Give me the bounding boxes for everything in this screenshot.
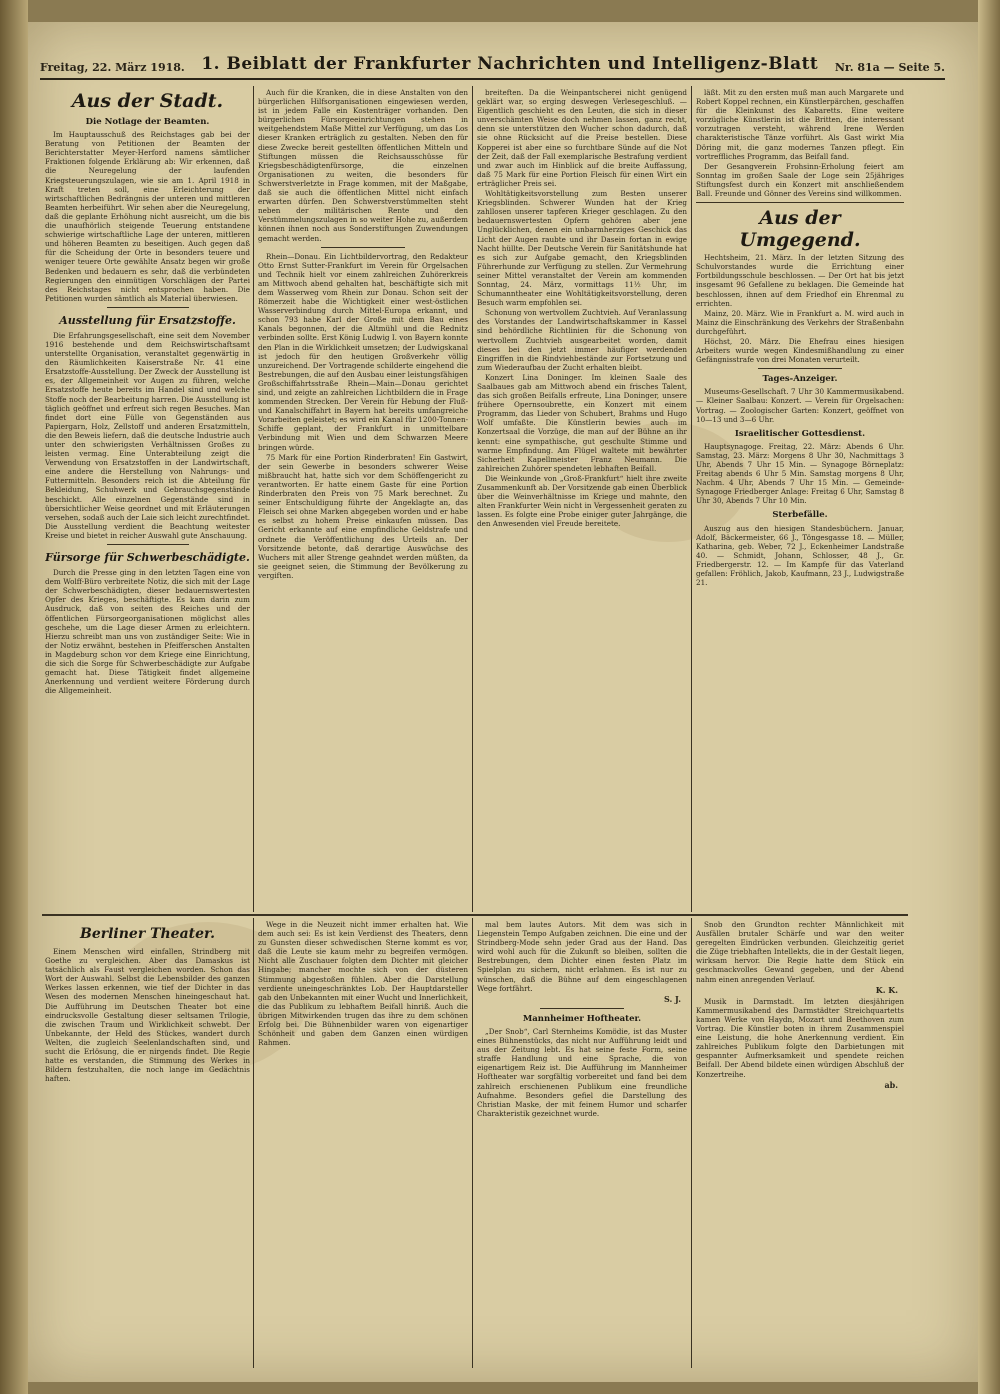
- bottom-column-3: [477, 920, 687, 1365]
- article-text: Schonung von wertvollem Zuchtvieh. Auf Veranlassung des Vorstandes der Landwirtschaftskammer in Kassel sind behördliche Richtlinien für die Schonung von wertvollem Zuchtvieh ausgearbeitet worden, damit dieses bei den jetzt immer häufiger werdenden Eingriffen in die Rindviehbestände zur Fortsetzung und zum Wiederaufbau der Zucht erhalten bleibt.: [477, 308, 687, 372]
- bottom-column-4: [696, 920, 904, 1365]
- article-text: Hechtsheim, 21. März. In der letzten Sitzung des Schulvorstandes wurde die Errichtung einer Fortbildungsschule beschlossen. — Der Ort hat bis jetzt insgesamt 96 Gefallene zu beklagen. Die Gemeinde hat beschlossen, ihnen auf dem Friedhof ein Ehrenmal zu errichten.: [696, 253, 904, 308]
- article-text: Höchst, 20. März. Die Ehefrau eines hiesigen Arbeiters wurde wegen Kindesmißhandlung zu einer Gefängnisstrafe von drei Monaten verurteilt.: [696, 336, 904, 365]
- article-text: Musik in Darmstadt. Im letzten diesjährigen Kammermusikabend des Darmstädter Streichquartetts kamen Werke von Haydn, Mozart und Beethoven zum Vortrag. Die Künstler boten in ihrem Zusammenspiel eine Leistung, die hohe Anerkennung verdient. Ein zahlreiches Publikum folgte den Darbietungen mit gespannter Aufmerksamkeit und spendete reichen Beifall. Der Abend bildete einen würdigen Abschluß der Konzertreihe.: [696, 996, 904, 1079]
- listing-text: Auszug aus den hiesigen Standesbüchern. Januar, Adolf, Bäckermeister, 66 J., Töngesgasse 18. — Müller, Katharina, geb. Weber, 72 J., Eckenheimer Landstraße 40. — Schmidt, Johann, Schlosser, 48 J., Gr. Friedbergerstr. 12. — Im Kampfe für das Vaterland gefallen: Fröhlich, Jakob, Kaufmann, 23 J., Ludwigstraße 21.: [696, 523, 904, 588]
- section-heading-theater: Berliner Theater.: [79, 926, 215, 942]
- issue-date: Freitag, 22. März 1918.: [40, 61, 185, 74]
- article-text: breiteften. Da die Weinpantscherei nicht genügend geklärt war, so erging deswegen Verlesegeschluß. — Eigentlich geschieht es den Leuten, die sich in dieser unverschämten Weise doch nehmen lassen, ganz recht, denn sie unterstützen den Wucher schon dadurch, daß sie ohne Rücksicht auf die Preise bestellen. Diese Kopperei ist aber eine so furchtbare Sünde auf die Not der Zeit, daß der Fall exemplarische Bestrafung verdient und zwar auch im Hinblick auf die breite Auffassung, daß 75 Mark für eine Portion Fleisch für einen Wirt ein erträglicher Preis sei.: [477, 88, 687, 188]
- article-text: Wohltätigkeitsvorstellung zum Besten unserer Kriegsblinden. Schwerer Wunden hat der Krieg zahllosen unserer tapferen Krieger geschlagen. Zu den bedauernswertesten Opfern gehören aber jene Unglücklichen, denen ein unbarmherziges Geschick das Licht der Augen raubte und ihr Dasein fortan in ewige Nacht hüllte. Der Deutsche Verein für Sanitätshunde hat es sich zur Aufgabe gemacht, den Kriegsblinden Führerhunde zur Verfügung zu stellen. Zur Vermehrung seiner Mittel veranstaltet der Verein am kommenden Sonntag, 24. März, vormittags 11½ Uhr, im Schumanntheater eine Wohltätigkeitsvorstellung, deren Besuch warm empfohlen sei.: [477, 189, 687, 308]
- column-divider: [472, 86, 473, 912]
- binding-gutter: [0, 0, 28, 1394]
- article-text: mal bem lautes Autors. Mit dem was sich in Liegenstein Tempo Aufgaben zeichnen. Die eine und der Strindberg-Mode sehn jeder Grad aus der Hand. Das wird wohl auch für die Zukunft so bleiben, sollten die Bestrebungen, dem Dichter einen festen Platz im Spielplan zu sichern, nicht erlahmen. Es ist nur zu wünschen, daß die Bühne auf dem eingeschlagenen Wege fortfährt.: [477, 920, 687, 993]
- article-text: Im Hauptausschuß des Reichstages gab bei der Beratung von Petitionen der Beamten der Berichterstatter Meyer-Herford namens sämtlicher Fraktionen folgende Erklärung ab: Wir erkennen, daß die Neuregelung der laufenden Kriegsteuerungszulagen, wie sie am 1. April 1918 in Kraft treten soll, eine Erleichterung der wirtschaftlichen Bedrängnis der unteren und mittleren Beamten herbeiführt. Wir sehen aber die Neuregelung, daß die geplante Erhöhung nicht ausreicht, um die bis die unaufhörlich steigende Teuerung entstandene schwierige wirtschaftliche Lage der unteren, mittleren und höheren Beamten zu beseitigen. Auch gegen daß für die Scheidung der Orte in besonders teuere und weniger teuere Orte gewählte Ansatz begen wir große Bedenken und bedauern es sehr, daß die verbündeten Regierungen den einmütigen Vorschlägen der Partei des Reichstages nicht entsprochen haben. Die Petitionen wurden sämtlich als Material überwiesen.: [45, 130, 250, 303]
- article-text: Die Weinkunde von „Groß-Frankfurt“ hielt ihre zweite Zusammenkunft ab. Der Vorsitzende gab einen Überblick über die Weinverhältnisse im Kriege und mahnte, den alten Frankfurter Wein nicht in Vergessenheit geraten zu lassen. Es folgte eine Probe einiger guter Jahrgänge, die den Anwesenden viel Freude bereitete.: [477, 473, 687, 529]
- article-heading: Mannheimer Hoftheater.: [522, 1013, 642, 1024]
- article-text: Der Gesangverein Frohsinn-Erholung feiert am Sonntag im großen Saale der Loge sein 25jähriges Stiftungsfest durch ein Konzert mit anschließendem Ball. Freunde und Gönner des Vereins sind willkommen.: [696, 161, 904, 199]
- section-divider: [42, 914, 908, 916]
- author-signature: S. J.: [663, 993, 681, 1004]
- page-number: Nr. 81a — Seite 5.: [834, 61, 945, 74]
- article-heading: Die Notlage der Beamten.: [85, 117, 210, 127]
- column-3: [477, 88, 687, 910]
- divider: [758, 368, 841, 369]
- section-heading-city: Aus der Stadt.: [71, 90, 224, 112]
- column-1: [45, 88, 250, 910]
- column-divider: [472, 918, 473, 1368]
- article-text: Snob den Grundton rechter Männlichkeit mit Ausfällen brutaler Schärfe und war den weiter geregelten Eindrücken verbunden. Gleichzeitig geriet die Züge triebhaften Intellekts, die in der Gestalt liegen, wirksam hervor. Die Regie hatte dem Stück ein geschmackvolles Gewand gegeben, und der Abend nahm einen anregenden Verlauf.: [696, 920, 904, 984]
- listing-heading: Tages-Anzeiger.: [762, 374, 838, 385]
- column-divider: [253, 86, 254, 912]
- article-text: „Der Snob“, Carl Sternheims Komödie, ist das Muster eines Bühnenstücks, das nicht nur Aufführung leidt und aus der Zeitung lebt. Es hat seine feste Form, seine straffe Handlung und eine Sprache, die von eigenartigem Reiz ist. Die Aufführung im Mannheimer Hoftheater war sorgfältig vorbereitet und fand bei dem zahlreich erschienenen Publikum eine freundliche Aufnahme. Besonders gefiel die Darstellung des Christian Maske, der mit feinem Humor und scharfer Charakteristik gezeichnet wurde.: [477, 1026, 687, 1118]
- author-signature: K. K.: [875, 984, 898, 995]
- listing-text: Museums-Gesellschaft. 7 Uhr 30 Kammermusikabend. — Kleiner Saalbau: Konzert. — Verein für Orgelsachen: Vortrag. — Zoologischer Garten: Konzert, geöffnet von 10—13 und 3—6 Uhr.: [696, 387, 904, 424]
- article-text: Mainz, 20. März. Wie in Frankfurt a. M. wird auch in Mainz die Einschränkung des Verkehrs der Straßenbahn durchgeführt.: [696, 308, 904, 336]
- article-text: Konzert Lina Doninger. Im kleinen Saale des Saalbaues gab am Mittwoch abend ein frisches Talent, das sich großen Beifalls erfreute, Lina Doninger, unsere frühere Opernsoubrette, ein Konzert mit einem Programm, das Lieder von Schubert, Brahms und Hugo Wolf umfaßte. Die Künstlerin bewies auch im Konzertsaal die Vorzüge, die man auf der Bühne an ihr kennt: eine sympathische, gut geschulte Stimme und warme Empfindung. Am Flügel waltete mit bewährter Sicherheit Kapellmeister Franz Neumann. Die zahlreichen Zuhörer spendeten lebhaften Beifall.: [477, 372, 687, 473]
- column-divider: [691, 918, 692, 1368]
- column-4: [696, 88, 904, 910]
- article-text: Durch die Presse ging in den letzten Tagen eine von dem Wolff-Büro verbreitete Notiz, die sich mit der Lage der Schwerbeschädigten, dieser bedauernswertesten Opfer des Krieges, beschäftigte. Es kam darin zum Ausdruck, daß von seiten des Reiches und der öffentlichen Fürsorgeorganisationen möglichst alles geschehe, um die Lage dieser Armen zu erleichtern. Hierzu schreibt man uns von zuständiger Seite: Wie in der Notiz erwähnt, bestehen in Pfeifferschen Anstalten in Magdeburg schon vor dem Kriege eine Einrichtung, die sich die Sorge für Schwerbeschädigte zur Aufgabe gemacht hat. Diese Tätigkeit findet allgemeine Anerkennung und verdient weitere Förderung durch die Allgemeinheit.: [45, 568, 250, 696]
- article-text: 75 Mark für eine Portion Rinderbraten! Ein Gastwirt, der sein Gewerbe in besonders schwerer Weise mißbraucht hat, hatte sich vor dem Schöffengericht zu verantworten. Er hatte einem Gaste für eine Portion Rinderbraten den Preis von 75 Mark berechnet. Zu seiner Entschuldigung führte der Angeklagte an, das Fleisch sei ohne Marken abgegeben worden und er habe es selbst zu hohem Preise einkaufen müssen. Das Gericht erkannte auf eine empfindliche Geldstrafe und ordnete die Veröffentlichung des Urteils an. Der Vorsitzende betonte, daß derartige Auswüchse des Wuchers mit aller Strenge geahndet werden müßten, da sie geeignet seien, die Stimmung der Bevölkerung zu vergiften.: [258, 452, 468, 580]
- article-text: Rhein—Donau. Ein Lichtbildervortrag, den Redakteur Otto Ernst Sutter-Frankfurt im Verein für Orgelsachen und Technik hielt vor einem zahlreichen Zuhörerkreis am Mittwoch abend gehalten hat, beschäftigte sich mit dem Wasserweg vom Rhein zur Donau. Schon seit der Römerzeit habe die Wichtigkeit einer west-östlichen Wasserverbindung durch Mittel-Europa erkannt, und schon 793 habe Karl der Große mit dem Bau eines Kanals begonnen, der die Altmühl und die Rednitz verbinden sollte. Erst König Ludwig I. von Bayern konnte den Plan in die Wirklichkeit umsetzen; der Ludwigskanal ist jedoch für den heutigen Großverkehr völlig unzureichend. Der Vortragende schilderte eingehend die Bestrebungen, die auf den Ausbau einer leistungsfähigen Großschiffahrtsstraße Rhein—Main—Donau gerichtet sind, und zeigte an zahlreichen Lichtbildern die in Frage kommenden Strecken. Der Verein für Hebung der Fluß- und Kanalschiffahrt in Bayern hat bereits umfangreiche Vorarbeiten geleistet; es wird ein Kanal für 1200-Tonnen-Schiffe geplant, der Frankfurt in unmittelbare Verbindung mit Wien und dem Schwarzen Meere bringen würde.: [258, 251, 468, 452]
- article-text: Einem Menschen wird einfallen, Strindberg mit Goethe zu vergleichen. Aber das Damaskus ist tatsächlich als Faust vergleichen worden. Schon das Wort der Auswahl. Selbst die Lebensbilder des ganzen Werkes lassen erkennen, wie tief der Dichter in das Wesen des modernen Menschen hineingeschaut hat. Die Aufführung im Deutschen Theater bot eine eindrucksvolle Gestaltung dieser seltsamen Trilogie, die zwischen Traum und Wirklichkeit schwebt. Der Unbekannte, der Held des Stückes, wandert durch Welten, die zugleich Seelenlandschaften sind, und sucht die Erlösung, die er nirgends findet. Die Regie hatte es verstanden, die Stimmung des Werkes in Bildern festzuhalten, die noch lange im Gedächtnis haften.: [45, 947, 250, 1084]
- article-text: läßt. Mit zu den ersten muß man auch Margarete und Robert Koppel rechnen, ein Künstlerpärchen, geschaffen für die Kleinkunst des Kabaretts. Eine weitere vorzügliche Künstlerin ist die Britten, die interessant vorzutragen versteht, während Irene Werden charakteristische Tänze vorführt. Als Gast wirkt Mia Döring mit, die ganz modernes Tanzen pflegt. Ein vortreffliches Programm, das Beifall fand.: [696, 88, 904, 161]
- divider: [321, 247, 405, 248]
- article-text: Wege in die Neuzeit nicht immer erhalten hat. Wie dem auch sei: Es ist kein Verdienst des Theaters, denn zu Gunsten dieser schwedischen Sterne kommt es vor, daß die Leute sie kaum mehr zu begreifen vermögen. Nicht alle Zuschauer folgten dem Dichter mit gleicher Hingabe; mancher mochte sich von der düsteren Stimmung abgestoßen fühlen. Aber die Darstellung verdiente uneingeschränktes Lob. Der Hauptdarsteller gab den Unbekannten mit einer Wucht und Innerlichkeit, die das Publikum zu lebhaftem Beifall hinriß. Auch die übrigen Mitwirkenden trugen das ihre zu dem schönen Erfolg bei. Die Bühnenbilder waren von eigenartiger Schönheit und gaben dem Ganzen einen würdigen Rahmen.: [258, 920, 468, 1048]
- column-divider: [691, 86, 692, 912]
- divider: [540, 1008, 624, 1009]
- listing-text: Hauptsynagoge. Freitag, 22. März: Abends 6 Uhr. Samstag, 23. März: Morgens 8 Uhr 30, Nachmittags 3 Uhr, Abends 7 Uhr 15 Min. — Synagoge Börneplatz: Freitag abends 6 Uhr 5 Min. Samstag morgens 8 Uhr, Nachm. 4 Uhr, Abends 7 Uhr 15 Min. — Gemeinde-Synagoge Friedberger Anlage: Freitag 6 Uhr, Samstag 8 Uhr 30, Abends 7 Uhr 10 Min.: [696, 441, 904, 506]
- listing-heading: Sterbefälle.: [772, 510, 828, 521]
- section-heading-region: Aus der Umgegend.: [739, 207, 861, 252]
- author-signature: ab.: [884, 1079, 898, 1090]
- article-text: Die Erfahrungsgesellschaft, eine seit dem November 1916 bestehende und dem Reichswirtschaftsamt unterstellte Organisation, veranstaltet gegenwärtig in den Räumlichkeiten Kaiserstraße Nr. 41 eine Ersatzstoffe-Ausstellung. Der Zweck der Ausstellung ist es, der Allgemeinheit vor Augen zu führen, welche Ersatzstoffe heute bereits im Handel sind und welche Stoffe noch der Bearbeitung harren. Die Ausstellung ist täglich geöffnet und erfreut sich regen Besuches. Man findet dort eine Fülle von Gegenständen aus Papiergarn, Holz, Zellstoff und anderen Ersatzmitteln, die den Beweis liefern, daß die deutsche Industrie auch unter den schwierigsten Verhältnissen Großes zu leisten vermag. Eine Unterabteilung zeigt die Verwendung von Ersatzstoffen in der Landwirtschaft, eine andere die Herstellung von Nahrungs- und Futtermitteln. Besonders reich ist die Abteilung für Bekleidung, Schuhwerk und Gebrauchsgegenstände beschickt. Alle einzelnen Gegenstände sind in übersichtlicher Weise geordnet und mit Erläuterungen versehen, sodaß auch der Laie sich leicht zurechtfindet. Die Ausstellung verdient die Beachtung weitester Kreise und bietet in reicher Auswahl gute Anschauung.: [45, 330, 250, 540]
- column-divider: [253, 918, 254, 1368]
- masthead: [40, 50, 945, 80]
- divider: [107, 544, 189, 545]
- article-text: Auch für die Kranken, die in diese Anstalten von den bürgerlichen Hilfsorganisationen eingewiesen werden, ist in jedem Falle ein Kostenträger vorhanden. Den bürgerlichen Fürsorgeeinrichtungen stehen in weitgehendstem Maße Mittel zur Verfügung, um das Los dieser Kranken erträglich zu gestalten. Neben den für diese Zwecke bereit gestellten öffentlichen Mitteln und Stiftungen müssen die Reichsausschüsse für Kriegsbeschädigtenfürsorge, die einzelnen Organisationen zu weiten, die besonders für Schwerstverletzte in Frage kommen, mit der Maßgabe, daß sie auch die öffentlichen Mittel nicht einfach erwarten dürfen. Den Schwerstverstümmelten steht neben der militärischen Rente und den Verstümmelungszulagen in so weiter Hohe zu, außerdem können ihnen noch aus Sonderstiftungen Zuwendungen gemacht werden.: [258, 88, 468, 243]
- listing-heading: Israelitischer Gottesdienst.: [734, 428, 866, 439]
- bottom-column-2: [258, 920, 468, 1365]
- page-edge: [978, 0, 1000, 1394]
- column-2: [258, 88, 468, 910]
- newspaper-title: 1. Beiblatt der Frankfurter Nachrichten und Intelligenz-Blatt: [201, 54, 819, 74]
- article-heading: Fürsorge für Schwerbeschädigte.: [45, 551, 250, 565]
- article-heading: Ausstellung für Ersatzstoffe.: [59, 313, 236, 327]
- bottom-column-1: [45, 920, 250, 1365]
- divider: [107, 307, 189, 308]
